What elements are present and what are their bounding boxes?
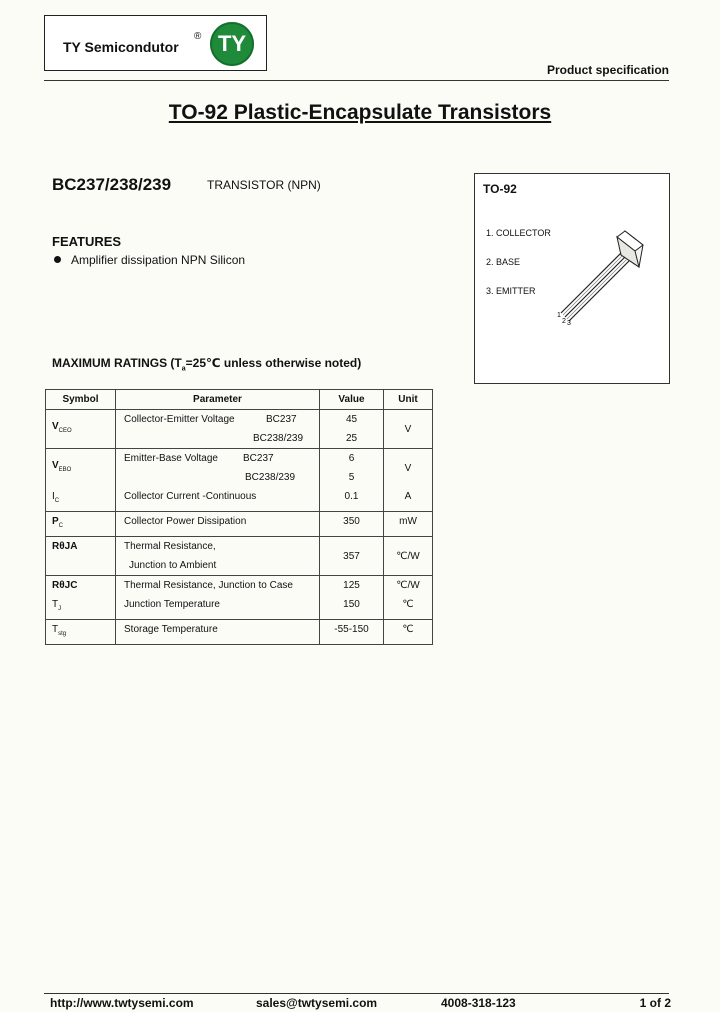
package-box bbox=[474, 173, 670, 384]
value-cell: 350 bbox=[320, 512, 384, 537]
header-divider bbox=[44, 80, 669, 81]
pin-label-emitter: 3. EMITTER bbox=[486, 286, 536, 296]
table-row bbox=[46, 512, 433, 537]
symbol-sub: C bbox=[58, 523, 64, 529]
logo-box bbox=[44, 15, 267, 71]
pin-label-base: 2. BASE bbox=[486, 257, 521, 267]
symbol: V bbox=[52, 421, 59, 432]
parameter-cell: Collector Power Dissipation bbox=[116, 512, 320, 537]
symbol: T bbox=[52, 624, 59, 635]
parameter-cell bbox=[116, 449, 320, 488]
symbol-cell bbox=[46, 449, 116, 488]
parameter: Thermal Resistance, bbox=[124, 541, 216, 552]
footer-phone: 4008-318-123 bbox=[441, 996, 516, 1010]
ratings-table bbox=[45, 389, 433, 645]
header-unit: Unit bbox=[384, 390, 433, 410]
value-cell: 125 bbox=[320, 576, 384, 596]
brand-name: TY Semicondutor bbox=[63, 39, 179, 55]
symbol: I bbox=[52, 491, 55, 502]
footer-website-link[interactable]: http://www.twtysemi.com bbox=[50, 996, 194, 1010]
parameter: Collector-Emitter Voltage bbox=[124, 414, 235, 425]
ratings-heading bbox=[52, 356, 361, 372]
page-title bbox=[0, 101, 720, 125]
symbol-sub: C bbox=[54, 498, 60, 504]
footer-divider bbox=[44, 993, 669, 994]
pin-number-1: 1 bbox=[557, 312, 561, 319]
parameter-variant: BC237 bbox=[266, 414, 297, 425]
unit-cell: A bbox=[384, 487, 433, 512]
parameter-cell bbox=[116, 410, 320, 449]
unit-cell: ℃/W bbox=[384, 537, 433, 576]
table-header-row bbox=[46, 390, 433, 410]
parameter-cell bbox=[116, 537, 320, 576]
parameter: Emitter-Base Voltage bbox=[124, 453, 218, 464]
parameter-variant: BC237 bbox=[243, 453, 274, 464]
value-cell: -55-150 bbox=[320, 620, 384, 645]
symbol: T bbox=[52, 599, 59, 610]
pin-number-3: 3 bbox=[567, 320, 571, 327]
unit-cell: ℃ bbox=[384, 620, 433, 645]
symbol-sub: stg bbox=[58, 631, 67, 637]
header-value: Value bbox=[320, 390, 384, 410]
pin-label-collector: 1. COLLECTOR bbox=[486, 228, 551, 238]
value: 5 bbox=[348, 472, 355, 483]
parameter-variant: BC238/239 bbox=[253, 433, 304, 444]
pin-number-2: 2 bbox=[562, 318, 566, 325]
unit-cell: V bbox=[384, 449, 433, 488]
value-cell: 150 bbox=[320, 595, 384, 620]
symbol-sub: EBO bbox=[58, 467, 72, 473]
table-row bbox=[46, 576, 433, 596]
parameter: Junction to Ambient bbox=[129, 560, 217, 571]
unit-cell: ℃ bbox=[384, 595, 433, 620]
symbol: V bbox=[52, 460, 59, 471]
footer-email-link[interactable]: sales@twtysemi.com bbox=[256, 996, 378, 1010]
table-row bbox=[46, 449, 433, 488]
table-row bbox=[46, 595, 433, 620]
parameter-cell: Storage Temperature bbox=[116, 620, 320, 645]
value: 6 bbox=[348, 453, 355, 464]
to92-package-icon bbox=[555, 219, 655, 329]
table-row bbox=[46, 487, 433, 512]
table-row bbox=[46, 537, 433, 576]
symbol-cell bbox=[46, 576, 116, 596]
symbol-cell bbox=[46, 620, 116, 645]
table-row bbox=[46, 620, 433, 645]
header-parameter: Parameter bbox=[116, 390, 320, 410]
symbol-sub: J bbox=[58, 606, 62, 612]
value-cell: 357 bbox=[320, 537, 384, 576]
symbol: RθJA bbox=[52, 541, 78, 552]
unit-cell: ℃/W bbox=[384, 576, 433, 596]
value: 45 bbox=[345, 414, 358, 425]
parameter-cell: Collector Current -Continuous bbox=[116, 487, 320, 512]
bullet-icon bbox=[54, 256, 61, 263]
value-cell bbox=[320, 410, 384, 449]
value-cell bbox=[320, 449, 384, 488]
header-symbol: Symbol bbox=[46, 390, 116, 410]
product-specification-label: Product specification bbox=[546, 63, 669, 77]
ratings-heading-pre: MAXIMUM RATINGS (T bbox=[52, 356, 182, 370]
symbol-sub: CEO bbox=[58, 428, 72, 434]
parameter-cell: Thermal Resistance, Junction to Case bbox=[116, 576, 320, 596]
part-number: BC237/238/239 bbox=[52, 175, 172, 194]
ty-logo-icon: TY bbox=[210, 22, 254, 66]
page-title-text: TO-92 Plastic-Encapsulate Transistors bbox=[168, 101, 552, 124]
symbol: RθJC bbox=[52, 580, 78, 591]
registered-mark: ® bbox=[194, 31, 202, 42]
symbol-cell bbox=[46, 410, 116, 449]
ratings-heading-post: =25℃ unless otherwise noted) bbox=[185, 356, 362, 370]
unit-cell: mW bbox=[384, 512, 433, 537]
ratings-heading-sub: a bbox=[181, 365, 186, 373]
symbol-cell bbox=[46, 537, 116, 576]
symbol: P bbox=[52, 516, 59, 527]
features-heading: FEATURES bbox=[52, 234, 122, 249]
symbol-cell bbox=[46, 512, 116, 537]
symbol-cell bbox=[46, 487, 116, 512]
page-number: 1 of 2 bbox=[639, 996, 671, 1010]
symbol-cell bbox=[46, 595, 116, 620]
value-cell: 0.1 bbox=[320, 487, 384, 512]
parameter-cell: Junction Temperature bbox=[116, 595, 320, 620]
table-row bbox=[46, 410, 433, 449]
package-title: TO-92 bbox=[483, 182, 517, 196]
parameter-variant: BC238/239 bbox=[245, 472, 296, 483]
feature-item: Amplifier dissipation NPN Silicon bbox=[71, 253, 246, 267]
value: 25 bbox=[345, 433, 358, 444]
part-type: TRANSISTOR (NPN) bbox=[207, 178, 321, 192]
unit-cell: V bbox=[384, 410, 433, 449]
